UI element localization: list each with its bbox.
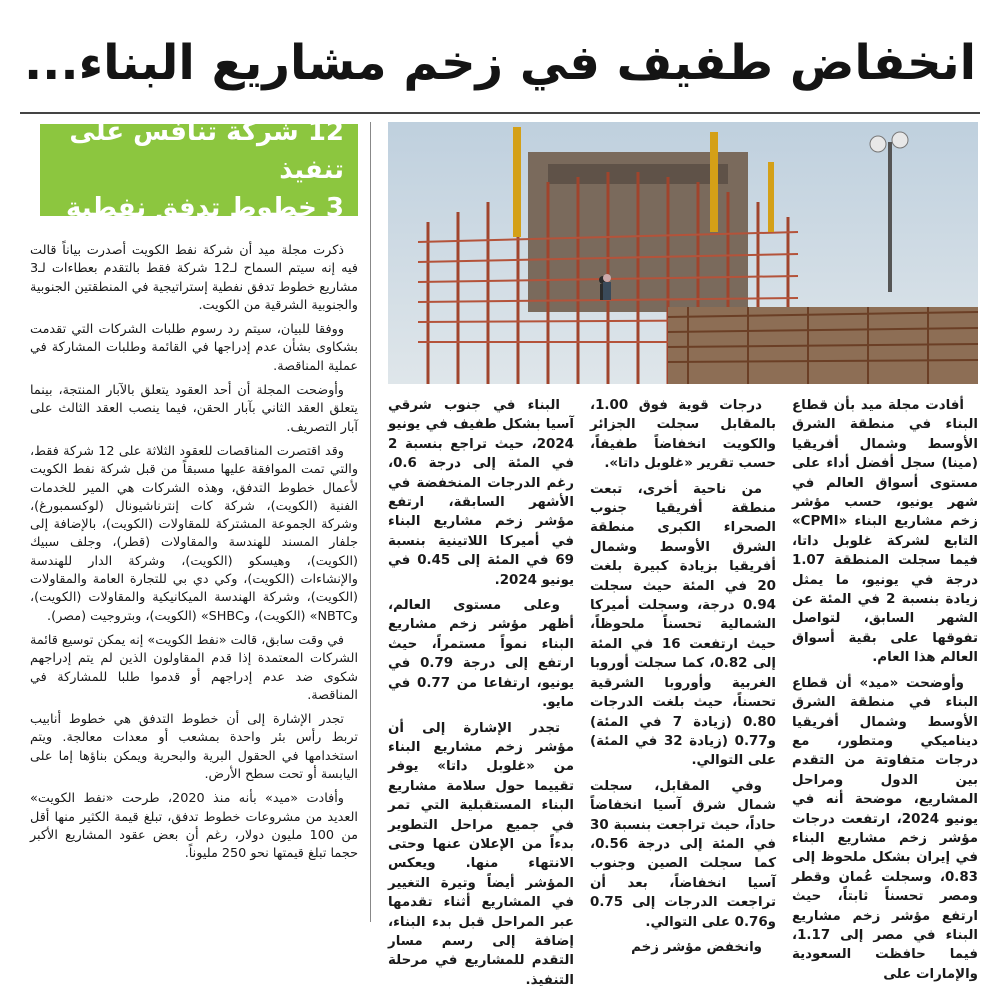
article-paragraph: تجدر الإشارة إلى أن مؤشر زخم مشاريع البناء من «غلوبل داتا» يوفر تقييما حول سلامة مشاريع البناء المستقبلية التي تمر في جميع مراحل التطوير بدءاً من الإعلان عنها وحتى الانتهاء منها. ويعكس المؤشر أيضاً وتيرة التغيير في المشاريع أثناء تقدمها عبر المراحل قبل بدء البناء، إضافة إلى رسم مسار التقدم للمشاريع في مرحلة التنفيذ. bbox=[388, 719, 574, 990]
article-paragraph: من ناحية أخرى، تبعت منطقة أفريقيا جنوب الصحراء الكبرى منطقة الشرق الأوسط وشمال أفريقيا بزيادة كبيرة بلغت 20 في المئة حيث سجلت 0.94 درجة، وسجلت أميركا الشمالية تحسناً ملحوظاً، حيث ارتفعت 16 في المئة إلى 0.82، كما سجلت أوروبا الغربية وأوروبا الشرقية تحسناً، حيث بلغت الدرجات 0.80 (زيادة 7 في المئة) و0.77 (زيادة 32 في المئة) على التوالي. bbox=[590, 480, 776, 771]
article-paragraph: البناء في جنوب شرقي آسيا بشكل طفيف في يونيو 2024، حيث تراجع بنسبة 2 في المئة إلى درجة 0.6، رغم الدرجات المنخفضة في الأشهر السابقة، ارتفع مؤشر زخم مشاريع البناء في أميركا اللاتينية بنسبة 69 في المئة إلى 0.45 في يونيو 2024. bbox=[388, 396, 574, 590]
article-paragraph: وأوضحت «ميد» أن قطاع البناء في منطقة الشرق الأوسط وشمال أفريقيا ديناميكي ومتطور، مع درجات متفاوتة من التقدم بين الدول ومراحل المشاريع، موضحة أنه في يونيو 2024، ارتفعت درجات مؤشر زخم مشاريع البناء في إيران بشكل ملحوظ إلى 0.83، وسجلت عُمان وقطر ومصر تحسناً ثابتاً، حيث ارتفع مؤشر زخم مشاريع البناء في مصر إلى 1.17، فيما حافظت السعودية والإمارات على bbox=[792, 674, 978, 985]
article-paragraph: وعلى مستوى العالم، أظهر مؤشر زخم مشاريع البناء نمواً مستمراً، حيث ارتفع إلى درجة 0.79 في يونيو، ارتفاعا من 0.77 في مايو. bbox=[388, 596, 574, 712]
sidebar-paragraph: ذكرت مجلة ميد أن شركة نفط الكويت أصدرت بياناً قالت فيه إنه سيتم السماح لـ12 شركة فقط بالتقدم بعطاءات لـ3 مشاريع خطوط تدفق نفطية إستراتيجية في المنطقتين الجنوبية والجنوبية الشرقية من الكويت. bbox=[30, 242, 358, 315]
article-paragraph: أفادت مجلة ميد بأن قطاع البناء في منطقة الشرق الأوسط وشمال أفريقيا (مينا) سجل أفضل أداء على مستوى أسواق العالم في شهر يونيو، حسب مؤشر زخم مشاريع البناء «CPMI» التابع لشركة غلوبل داتا، فيما سجلت المنطقة 1.07 درجة في يونيو، ما يمثل زيادة بنسبة 2 في المئة عن الشهر السابق، لتواصل تفوقها على بقية أسواق العالم هذا العام. bbox=[792, 396, 978, 668]
sidebar-title-line2: 3 خطوط تدفق نفطية bbox=[54, 189, 344, 227]
headline: انخفاض طفيف في زخم مشاريع البناء... bbox=[20, 18, 980, 108]
article-column-1 bbox=[792, 396, 978, 926]
sidebar-article-body bbox=[30, 242, 358, 870]
construction-site-photo bbox=[388, 122, 978, 384]
article-paragraph: درجات قوية فوق 1.00، بالمقابل سجلت الجزائر والكويت انخفاضاً طفيفاً، حسب تقرير «غلوبل داتا». bbox=[590, 396, 776, 474]
sidebar-paragraph: وقد اقتصرت المناقصات للعقود الثلاثة على 12 شركة فقط، والتي تمت الموافقة عليها مسبقاً من قبل شركة نفط الكويت لأعمال خطوط التدفق، وهذه الشركات هي المير للخدمات الفنية (الكويت)، شركة كات إنترناشيونال (لوكسمبورغ)، وشركة الجموعة المشتركة للمقاولات (الكويت)، بالإضافة إلى جلفار المسند للهندسة والمقاولات (قطر)، وجلف سبيك (الكويت)، وهيسكو (الكويت)، وشركة الدار للهندسة والإنشاءات (الكويت)، وكي دي بي للتجارة العامة والمقاولات (الكويت)، وشركة الهندسة الميكانيكية والمقاولات (الكويت)، وNBTC» (الكويت)، وSHBC» (الكويت)، وبتروجيت (مصر). bbox=[30, 443, 358, 626]
article-column-2 bbox=[590, 396, 776, 926]
sidebar-paragraph: في وقت سابق، قالت «نفط الكويت» إنه يمكن توسيع قائمة الشركات المعتمدة إذا قدم المقاولون الذين لم يتم إدراجهم شكوى ضد عدم إدراجهم أو قدموا طلبا للمشاركة في المناقصة. bbox=[30, 632, 358, 705]
sidebar-title-line1: 12 شركة تنافس على تنفيذ bbox=[54, 113, 344, 189]
construction-image-icon bbox=[388, 122, 978, 384]
column-divider bbox=[370, 122, 371, 922]
sidebar-paragraph: تجدر الإشارة إلى أن خطوط التدفق هي خطوط أنابيب تربط رأس بئر واحدة بمشعب أو معدات معالجة. ويتم استخدامها في الحقول البرية والبحرية ويمكن بناؤها إما على اليابسة أو تحت سطح الأرض. bbox=[30, 711, 358, 784]
article-column-3 bbox=[388, 396, 574, 926]
sidebar-paragraph: ووفقا للبيان، سيتم رد رسوم طلبات الشركات التي تقدمت بشكاوى بشأن عدم إدراجها في القائمة وطلبات المشاركة في عملية المناقصة. bbox=[30, 321, 358, 376]
sidebar-title-box bbox=[40, 124, 358, 216]
sidebar-paragraph: وأفادت «ميد» بأنه منذ 2020، طرحت «نفط الكويت» العديد من مشروعات خطوط تدفق، تبلغ قيمة الكثير منها أقل من 100 مليون دولار، رغم أن بعض عقود المشاريع الأكبر حجما تبلغ قيمتها نحو 250 مليوناً. bbox=[30, 790, 358, 863]
article-paragraph: وانخفض مؤشر زخم bbox=[590, 938, 776, 957]
sidebar-paragraph: وأوضحت المجلة أن أحد العقود يتعلق بالآبار المنتجة، بينما يتعلق العقد الثاني بآبار الحقن، فيما ينصب العقد الثالث على آبار التصريف. bbox=[30, 382, 358, 437]
article-paragraph: وفي المقابل، سجلت شمال شرق آسيا انخفاضاً حاداً، حيث تراجعت بنسبة 30 في المئة إلى درجة 0.56، كما سجلت الصين وجنوب آسيا انخفاضاً، بعد أن تراجعت الدرجات إلى 0.75 و0.76 على التوالي. bbox=[590, 777, 776, 932]
